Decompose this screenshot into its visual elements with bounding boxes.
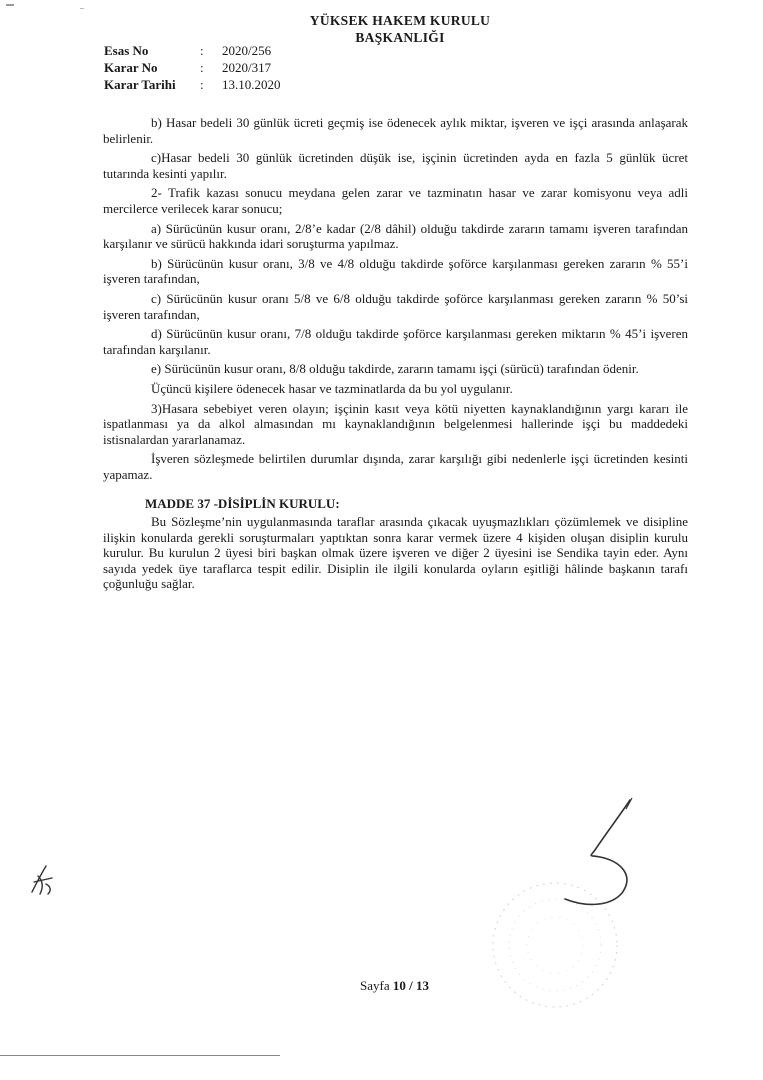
paragraph: c) Sürücünün kusur oranı 5/8 ve 6/8 olduğu takdirde şoförce karşılanması gereken zararın % 50’si işveren tarafından, [103, 290, 688, 322]
header-title-line1: YÜKSEK HAKEM KURULU [309, 13, 491, 28]
initial-icon [28, 862, 58, 898]
paragraph: e) Sürücünün kusur oranı, 8/8 olduğu takdirde, zararın tamamı işçi (sürücü) tarafından ödenir. [151, 361, 639, 377]
document-header [300, 12, 500, 46]
section-heading: MADDE 37 -DİSİPLİN KURULU: [145, 496, 340, 512]
meta-colon: : [200, 77, 204, 92]
karar-row [104, 59, 281, 76]
paragraph: d) Sürücünün kusur oranı, 7/8 olduğu takdirde şoförce karşılanması gereken miktarın % 45’i işveren tarafından karşılanır. [103, 326, 688, 357]
paragraph: b) Hasar bedeli 30 günlük ücreti geçmiş ise ödenecek aylık miktar, işveren ve işçi arasında anlaşarak belirlenir. [103, 115, 688, 146]
paragraph: 2- Trafik kazası sonucu meydana gelen zarar ve tazminatın hasar ve zarar komisyonu veya adli mercilerce verilecek karar sonucu; [103, 185, 688, 216]
karar-label: Karar No [104, 60, 158, 75]
paragraph: c)Hasar bedeli 30 günlük ücretinden düşük ise, işçinin ücretinden ayda en fazla 5 günlük ücret tutarında kesinti yapılır. [103, 150, 688, 181]
paragraph: 3)Hasara sebebiyet veren olayın; işçinin kasıt veya kötü niyetten kaynaklandığının yargı kararı ile ispatlanması ya da alkol almasından mı kaynaklandığının belgelenmesi hallerinde işçi bu maddedeki istisnalardan yararlanamaz. [103, 400, 688, 447]
karar-value: 2020/317 [222, 60, 272, 75]
tarih-row [104, 76, 281, 93]
header-title-line2: BAŞKANLIĞI [355, 30, 445, 45]
page-number: 10 / 13 [392, 978, 429, 993]
paragraph: b) Sürücünün kusur oranı, 3/8 ve 4/8 olduğu takdirde şoförce karşılanması gereken zararın % 55’i işveren tarafından, [103, 255, 688, 287]
case-meta [104, 42, 281, 93]
paragraph: a) Sürücünün kusur oranı, 2/8’e kadar (2/8 dâhil) olduğu takdirde zararın tamamı işveren tarafından karşılanır ve sürücü hakkında idari soruşturma yapılmaz. [103, 220, 688, 252]
page-footer [360, 978, 429, 994]
paragraph: Üçüncü kişilere ödenecek hasar ve tazminatlarda da bu yol uygulanır. [151, 380, 513, 396]
paragraph: Bu Sözleşme’nin uygulanmasında taraflar arasında çıkacak uyuşmazlıkları çözümlemek ve disipline ilişkin konularda gerekli soruşturmaları yaptıktan sonra karar vermek üzere 4 kişiden oluşan disiplin kurulu kurulur. Bu kurulun 2 üyesi biri başkan olmak üzere işveren ve diğer 2 üyesini ise Sendika tayin eder. Aynı sayıda yedek üye taraflarca tespit edilir. Disiplin ile ilgili konularda oyların eşitliği hâlinde başkanın tarafı çoğunluğu sağlar. [103, 514, 688, 592]
paragraph: İşveren sözleşmede belirtilen durumlar dışında, zarar karşılığı gibi nedenlerle işçi ücretinden kesinti yapamaz. [103, 451, 688, 482]
footer-divider [0, 1055, 280, 1056]
esas-value: 2020/256 [222, 43, 272, 58]
scan-mark [6, 4, 14, 6]
document-body [103, 115, 688, 596]
tarih-value: 13.10.2020 [222, 77, 281, 92]
esas-label: Esas No [104, 43, 149, 58]
esas-row [104, 42, 281, 59]
meta-colon: : [200, 43, 204, 58]
tarih-label: Karar Tarihi [104, 77, 176, 92]
meta-colon: : [200, 60, 204, 75]
page-label: Sayfa [360, 978, 390, 993]
scan-mark [80, 8, 84, 9]
seal-stamp-icon [470, 870, 640, 1020]
